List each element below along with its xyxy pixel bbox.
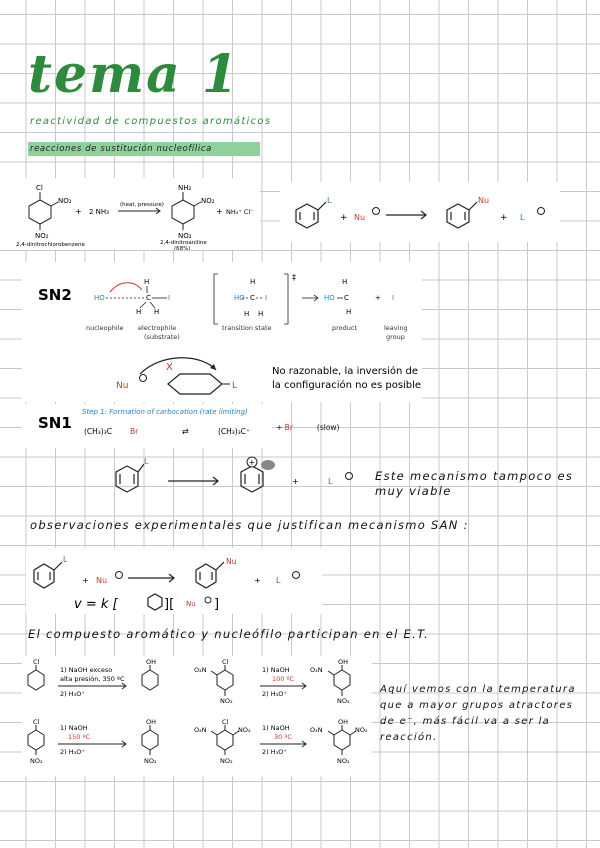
slow-label: (slow) (316, 423, 340, 432)
nh2-label: NH₂ (178, 184, 192, 192)
observaciones-heading: observaciones experimentales que justifican mecanismo SAN : (30, 518, 469, 532)
plus-sign: + (216, 207, 223, 216)
ho-label: HO (324, 294, 335, 302)
nu-label: Nu (186, 600, 196, 608)
no2-label: NO₂ (355, 726, 368, 734)
reagent-label: 2 NH₃ (89, 208, 109, 216)
l-label: L (63, 555, 68, 564)
oh-label: OH (338, 658, 349, 666)
plus-sign: + (292, 477, 299, 486)
sn2-note-line2: la configuración no es posible (272, 380, 422, 391)
reactant-name: 2,4-dinitrochlorobenzene (16, 242, 85, 248)
double-dagger: ‡ (292, 273, 296, 282)
i-label: I (265, 294, 268, 302)
r1-line1: 1) NaOH exceso (60, 666, 113, 674)
sn1-rest: + Br (slow) (276, 423, 340, 432)
cl-label: Cl (33, 658, 40, 666)
br-label: Br (284, 423, 293, 432)
l-label: L (232, 381, 238, 391)
nucleophile-label: nucleophile (86, 324, 124, 332)
r2-line3: 2) H₃O⁺ (262, 690, 287, 698)
r4-line2: 30 ºC (274, 733, 292, 741)
leaving-label: leaving (384, 324, 408, 332)
plus-sign: + (340, 213, 348, 223)
sn1-handnote (375, 469, 573, 499)
cl-label: Cl (33, 718, 40, 726)
sn2-diagram (22, 262, 422, 402)
equilibrium-icon: ⇄ (182, 427, 189, 436)
sn1-step: Step 1: Formation of carbocation (rate limiting) (82, 408, 248, 416)
sn2-label: SN2 (38, 286, 72, 304)
substrate-label: (substrate) (144, 333, 180, 341)
oh-label: OH (146, 658, 157, 666)
sn1-note-line2: muy viable (375, 484, 452, 498)
h-label: H (136, 308, 142, 316)
no2-label: NO₂ (30, 757, 43, 765)
l-label: L (276, 576, 281, 585)
h-label: H (258, 310, 264, 318)
sn1-diagram (22, 404, 272, 448)
l-label: L (144, 457, 149, 466)
h-label: H (250, 278, 256, 286)
nu-label: Nu (116, 381, 129, 391)
c-label: C (146, 294, 151, 302)
no2-label: NO₂ (178, 232, 192, 240)
group-label: group (386, 333, 405, 341)
side-note-line4: reacción. (380, 732, 438, 743)
rate-diagram (26, 548, 322, 614)
r1-line2: alta presión, 350 ºC (60, 675, 125, 683)
side-note-line3: de e⁻, más fácil va a ser la (380, 716, 551, 727)
rate-bracket: ] (214, 597, 220, 612)
rate-bracket: ][ (164, 597, 175, 612)
sn1-label: SN1 (38, 414, 72, 432)
naoh-reactions-panel (22, 656, 372, 776)
no2-label: NO₂ (144, 757, 157, 765)
charge-icon (373, 208, 380, 215)
no2-label: NO₂ (220, 697, 233, 705)
charge-icon (293, 572, 300, 579)
sn1-panel (22, 404, 272, 448)
curved-arrow-icon (110, 283, 142, 292)
yield-label: (68%) (174, 246, 191, 250)
oh-label: OH (146, 718, 157, 726)
l-label: L (327, 196, 332, 205)
side-note-line1: Aquí vemos con la temperatura (380, 684, 576, 695)
charge-icon (346, 473, 353, 480)
side-note (380, 682, 576, 746)
charge-icon (140, 375, 147, 382)
i-label: I (392, 294, 395, 302)
cl-label: Cl (222, 658, 229, 666)
ho-label: HO (234, 294, 245, 302)
benzene-ring-icon (168, 374, 222, 394)
l-label: L (328, 477, 333, 486)
r3-line3: 2) H₃O⁺ (60, 748, 85, 756)
cl-label: Cl (36, 184, 43, 192)
rate-equation: v = k [ (74, 597, 118, 612)
plus-sign: + (375, 294, 381, 302)
plus-sign: + (254, 576, 261, 585)
o2n-label: O₂N (194, 726, 207, 734)
r1-line3: 2) H₃O⁺ (60, 690, 85, 698)
h-label: H (342, 278, 348, 286)
no2-label: NO₂ (35, 232, 49, 240)
h-label: H (346, 308, 352, 316)
c-label: C (250, 294, 255, 302)
page-subtitle: reactividad de compuestos aromáticos (30, 116, 272, 127)
reaction-dinitro-panel (0, 178, 260, 250)
o2n-label: O₂N (194, 666, 207, 674)
product-label: product (332, 324, 358, 332)
no2-label: NO₂ (201, 197, 215, 205)
l-label: L (520, 213, 525, 222)
plus-charge: + (248, 458, 256, 467)
reaction-general-diagram (280, 182, 560, 242)
plus-sign: + (75, 207, 82, 216)
r3-line1: 1) NaOH (60, 724, 88, 732)
product-name: 2,4-dinitroaniline (160, 240, 207, 246)
ho-label: HO (94, 294, 105, 302)
reaction-dinitro-diagram (0, 178, 260, 250)
no2-label: NO₂ (58, 197, 72, 205)
electrophile-label: electrophile (138, 324, 177, 332)
charge-icon (205, 597, 211, 603)
side-note-line2: que a mayor grupos atractores (380, 700, 574, 711)
curved-arrow-icon (140, 358, 216, 374)
no2-label: NO₂ (220, 757, 233, 765)
reaction-general-panel (280, 182, 560, 242)
o2n-label: O₂N (310, 666, 323, 674)
sn1-note-line1: Este mecanismo tampoco es (375, 469, 574, 483)
c-label: C (344, 294, 349, 302)
plus-sign: + (82, 576, 89, 585)
nu-label: Nu (226, 557, 237, 566)
naoh-reactions-diagram (22, 656, 372, 776)
empty-orbital-icon (261, 460, 275, 470)
plus-sign: + (500, 213, 508, 223)
r3-line2: 150 ºC (68, 733, 91, 741)
h-label: H (144, 278, 150, 286)
no2-label: NO₂ (337, 697, 350, 705)
nu-label: Nu (354, 213, 366, 222)
r2-line2: 100 ºC (272, 675, 295, 683)
r4-line3: 2) H₃O⁺ (262, 748, 287, 756)
o2n-label: O₂N (310, 726, 323, 734)
charge-icon (116, 572, 123, 579)
sn2-panel (22, 262, 422, 402)
oh-label: OH (338, 718, 349, 726)
h-label: H (154, 308, 160, 316)
no2-label: NO₂ (238, 726, 251, 734)
sn1-left: (CH₃)₃C (84, 427, 112, 436)
r2-line1: 1) NaOH (262, 666, 290, 674)
nu-label: Nu (96, 576, 108, 585)
r4-line1: 1) NaOH (262, 724, 290, 732)
condition-label: (heat, pressure) (120, 202, 164, 208)
ts-label: transition state (222, 324, 272, 332)
page-title: tema 1 (28, 44, 241, 105)
x-mark: X (166, 362, 173, 373)
charge-icon (538, 208, 545, 215)
rate-panel (26, 548, 322, 614)
byproduct-label: NH₄⁺ Cl⁻ (226, 208, 254, 216)
conclusion-text: El compuesto aromático y nucleófilo participan en el E.T. (28, 627, 429, 641)
br-label: Br (130, 427, 139, 436)
sn2-note-line1: No razonable, la inversión de (272, 366, 418, 377)
i-label: I (168, 294, 171, 302)
section-banner: reacciones de sustitución nucleofílica (28, 142, 260, 156)
sn1-right: (CH₃)₃C⁺ (218, 427, 250, 436)
h-label: H (244, 310, 250, 318)
nu-label: Nu (478, 196, 490, 205)
cl-label: Cl (222, 718, 229, 726)
sn1-cation-diagram (100, 452, 370, 502)
no2-label: NO₂ (337, 757, 350, 765)
